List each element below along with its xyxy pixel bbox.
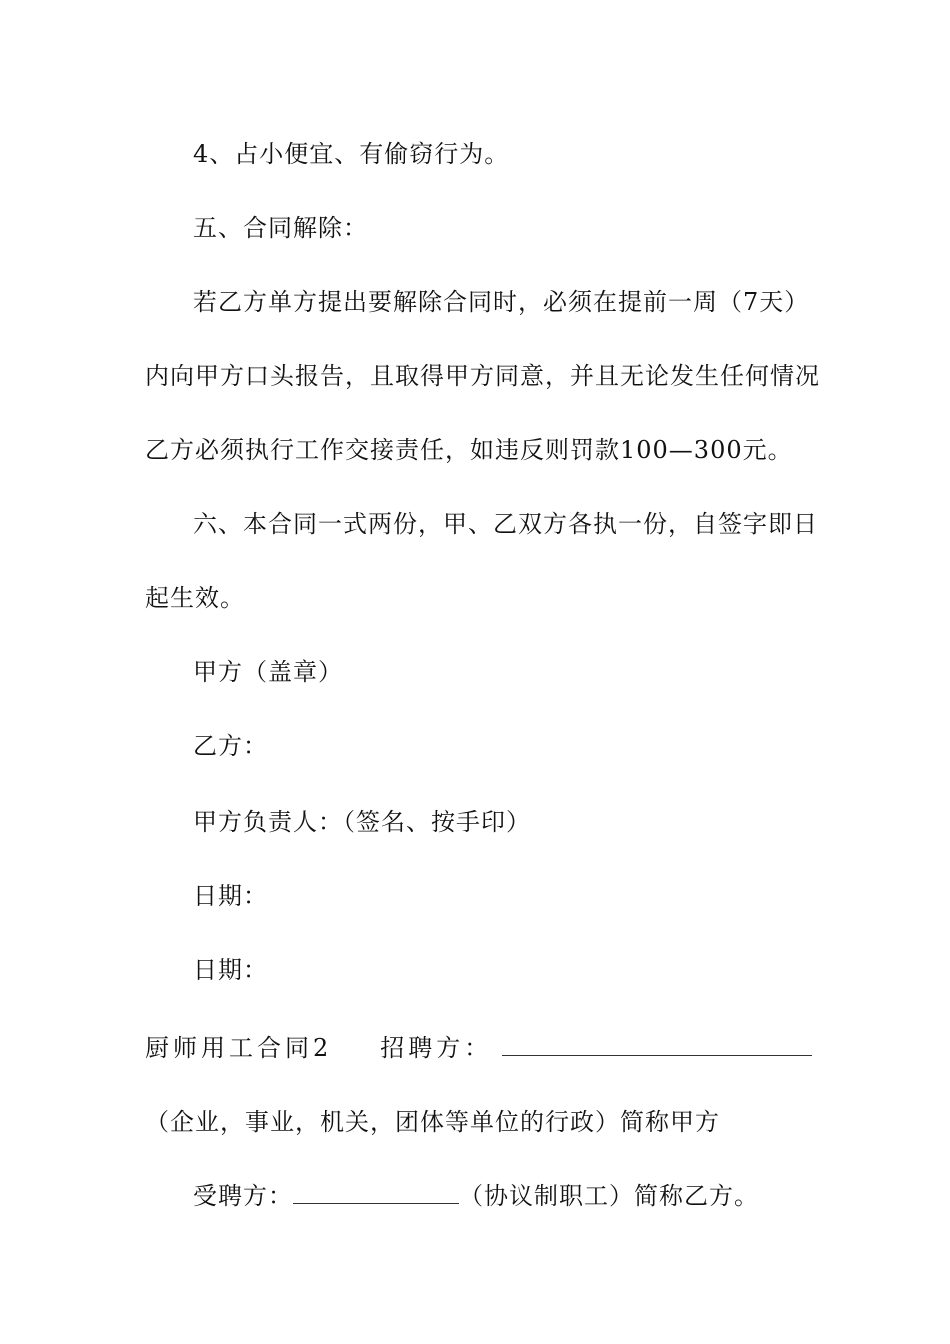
- paragraph-termination-line-3: 乙方必须执行工作交接责任，如违反则罚款100—300元。: [145, 436, 793, 464]
- paragraph-termination-line-1: 若乙方单方提出要解除合同时，必须在提前一周（7天）: [193, 288, 810, 316]
- paragraph-copies-line-2: 起生效。: [145, 584, 245, 612]
- employer-label: 招聘方：: [380, 1034, 493, 1062]
- employee-note: （协议制职工）简称乙方。: [459, 1182, 759, 1210]
- date-label-1: 日期：: [193, 882, 268, 910]
- employee-blank: [293, 1181, 459, 1204]
- party-a-representative-label: 甲方负责人：（签名、按手印）: [193, 808, 531, 836]
- contract2-header-line: [145, 1032, 812, 1064]
- paragraph-copies-line-1: 六、本合同一式两份，甲、乙双方各执一份，自签字即日: [193, 510, 818, 538]
- employer-note: （企业，事业，机关，团体等单位的行政）简称甲方: [145, 1108, 720, 1136]
- contract2-title: 厨师用工合同2: [145, 1034, 333, 1062]
- employer-blank: [502, 1033, 812, 1056]
- employee-label: 受聘方：: [193, 1182, 293, 1210]
- employee-line: [193, 1180, 759, 1212]
- date-label-2: 日期：: [193, 956, 268, 984]
- section-heading-termination: 五、合同解除：: [193, 214, 368, 242]
- paragraph-termination-line-2: 内向甲方口头报告，且取得甲方同意，并且无论发生任何情况: [145, 362, 820, 390]
- clause-item-4: 4、占小便宜、有偷窃行为。: [193, 140, 510, 168]
- party-b-label: 乙方：: [193, 732, 268, 760]
- party-a-seal-label: 甲方（盖章）: [193, 658, 343, 686]
